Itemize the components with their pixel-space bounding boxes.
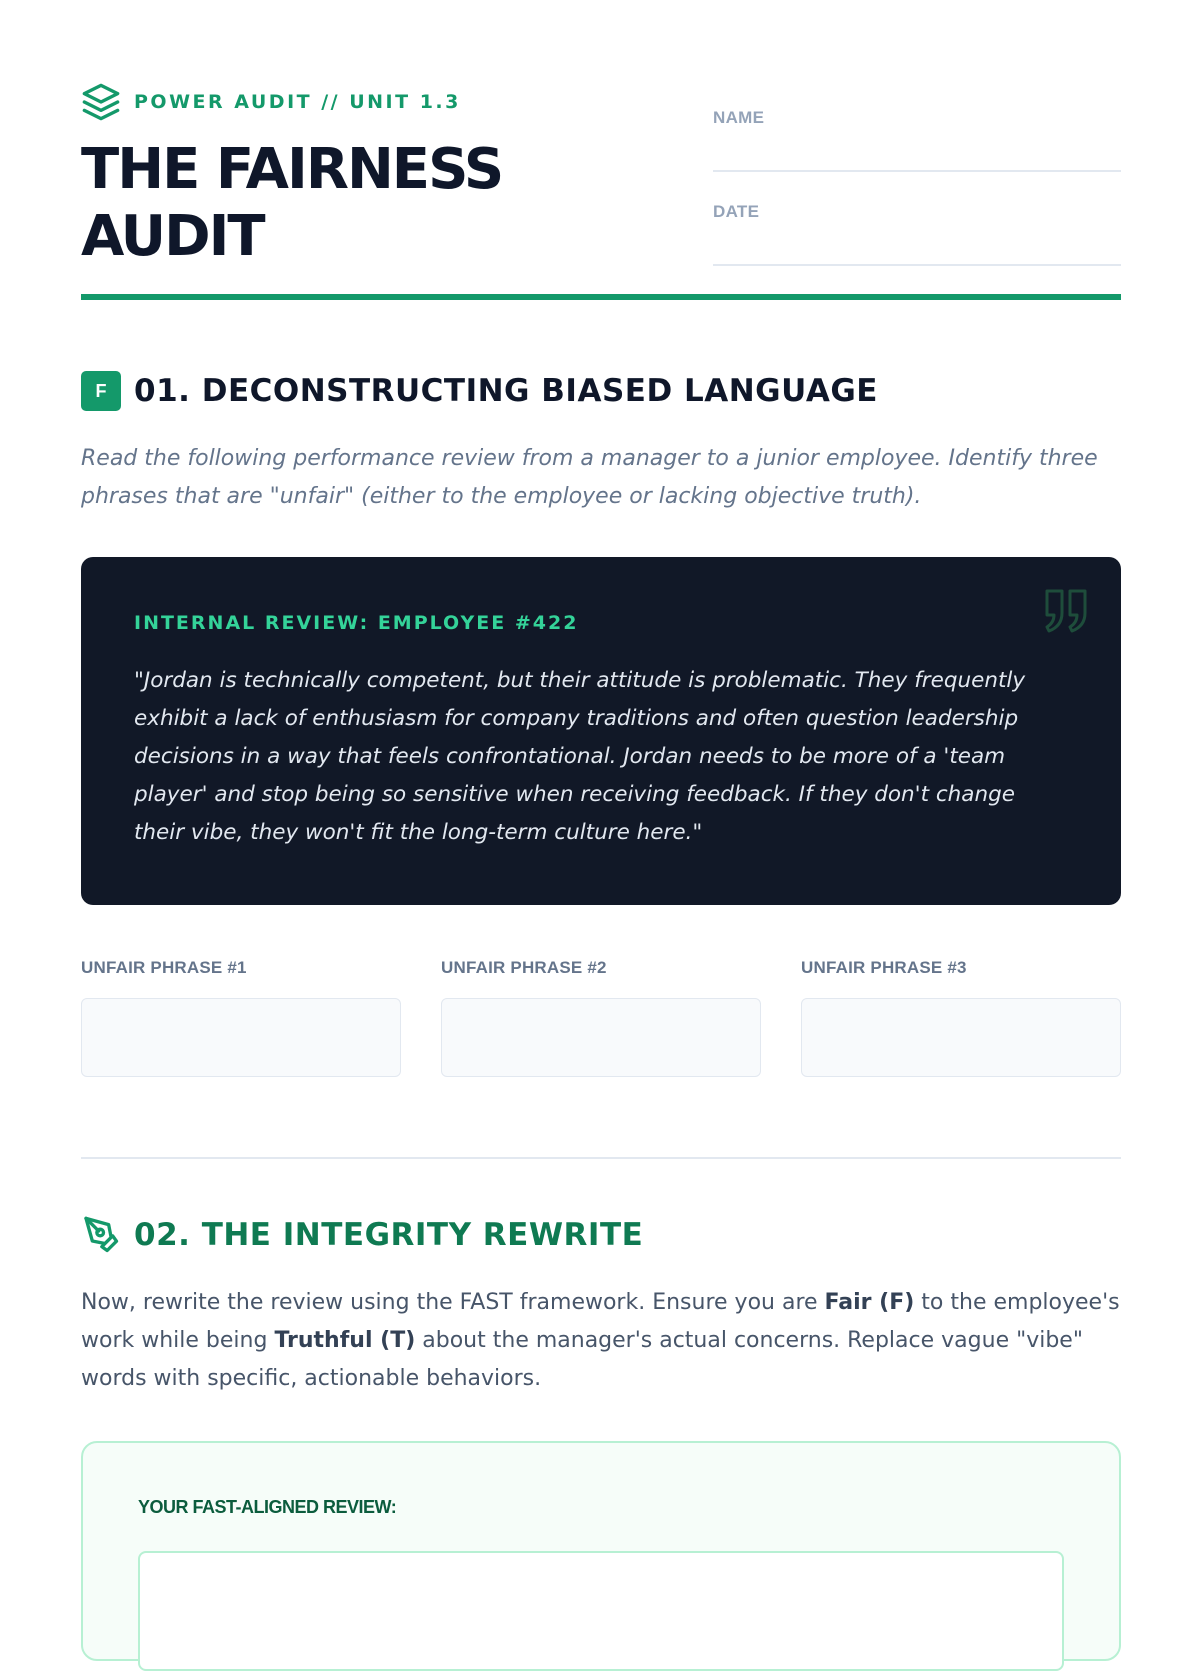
quote-icon [1043, 587, 1091, 635]
unfair-phrase-1-label: UNFAIR PHRASE #1 [81, 958, 247, 977]
unfair-phrase-1-input[interactable] [81, 998, 401, 1077]
name-line [713, 170, 1121, 172]
review-text: "Jordan is technically competent, but their attitude is problematic. They frequently exhibit a lack of enthusiasm for company traditions and often question leadership decisions in a way that feels confrontational. Jordan needs to be more of a 'team player' and stop being so sensitive when receiving feedback. If they don't change their vibe, they won't fit the long-term culture here." [134, 668, 1026, 845]
section-2-intro-part-5: about the manager's actual concerns. Replace vague "vibe" words with specific, actionable behaviors. [81, 1328, 1083, 1391]
truthful-term: Truthful (T) [274, 1328, 416, 1353]
page-title-line-1: THE FAIRNESS [81, 137, 503, 202]
rewrite-input[interactable] [138, 1551, 1064, 1671]
unfair-phrase-1 [81, 958, 401, 1077]
unit-kicker [81, 82, 461, 122]
section-divider [81, 1157, 1121, 1159]
header-divider [81, 294, 1121, 300]
section-2-heading [81, 1215, 643, 1255]
unfair-phrase-2 [441, 958, 761, 1077]
rewrite-label: YOUR FAST-ALIGNED REVIEW: [138, 1497, 397, 1517]
fair-term: Fair (F) [824, 1290, 915, 1315]
name-label: NAME [713, 108, 765, 127]
unfair-phrase-3-label: UNFAIR PHRASE #3 [801, 958, 967, 977]
review-label: INTERNAL REVIEW: EMPLOYEE #422 [134, 612, 579, 634]
section-1-badge: F [81, 371, 121, 411]
name-field[interactable] [713, 108, 1121, 173]
section-1-title: 01. DECONSTRUCTING BIASED LANGUAGE [134, 373, 878, 409]
pen-tool-icon [81, 1215, 121, 1255]
section-2-intro-part-3: to the employee's work while being [81, 1290, 1120, 1353]
layers-icon [81, 82, 121, 122]
section-2-instructions [81, 1284, 1121, 1398]
date-label: DATE [713, 202, 760, 221]
date-line [713, 264, 1121, 266]
unfair-phrase-3 [801, 958, 1121, 1077]
unfair-phrase-3-input[interactable] [801, 998, 1121, 1077]
section-1-heading [81, 371, 878, 411]
date-field[interactable] [713, 202, 1121, 267]
unfair-phrase-2-input[interactable] [441, 998, 761, 1077]
unit-kicker-text: POWER AUDIT // UNIT 1.3 [134, 91, 461, 113]
page-title-line-2: AUDIT [81, 204, 264, 269]
section-2-title: 02. THE INTEGRITY REWRITE [134, 1217, 644, 1253]
section-1-instructions: Read the following performance review from a manager to a junior employee. Identify three phrases that are "unfair" (either to the employee or lacking objective truth). [81, 446, 1098, 509]
review-card [81, 557, 1121, 905]
section-2-intro-part-1: Now, rewrite the review using the FAST framework. Ensure you are [81, 1290, 825, 1315]
rewrite-card [81, 1441, 1121, 1661]
unfair-phrase-fields [81, 958, 1121, 1077]
page-title [81, 136, 641, 270]
unfair-phrase-2-label: UNFAIR PHRASE #2 [441, 958, 607, 977]
